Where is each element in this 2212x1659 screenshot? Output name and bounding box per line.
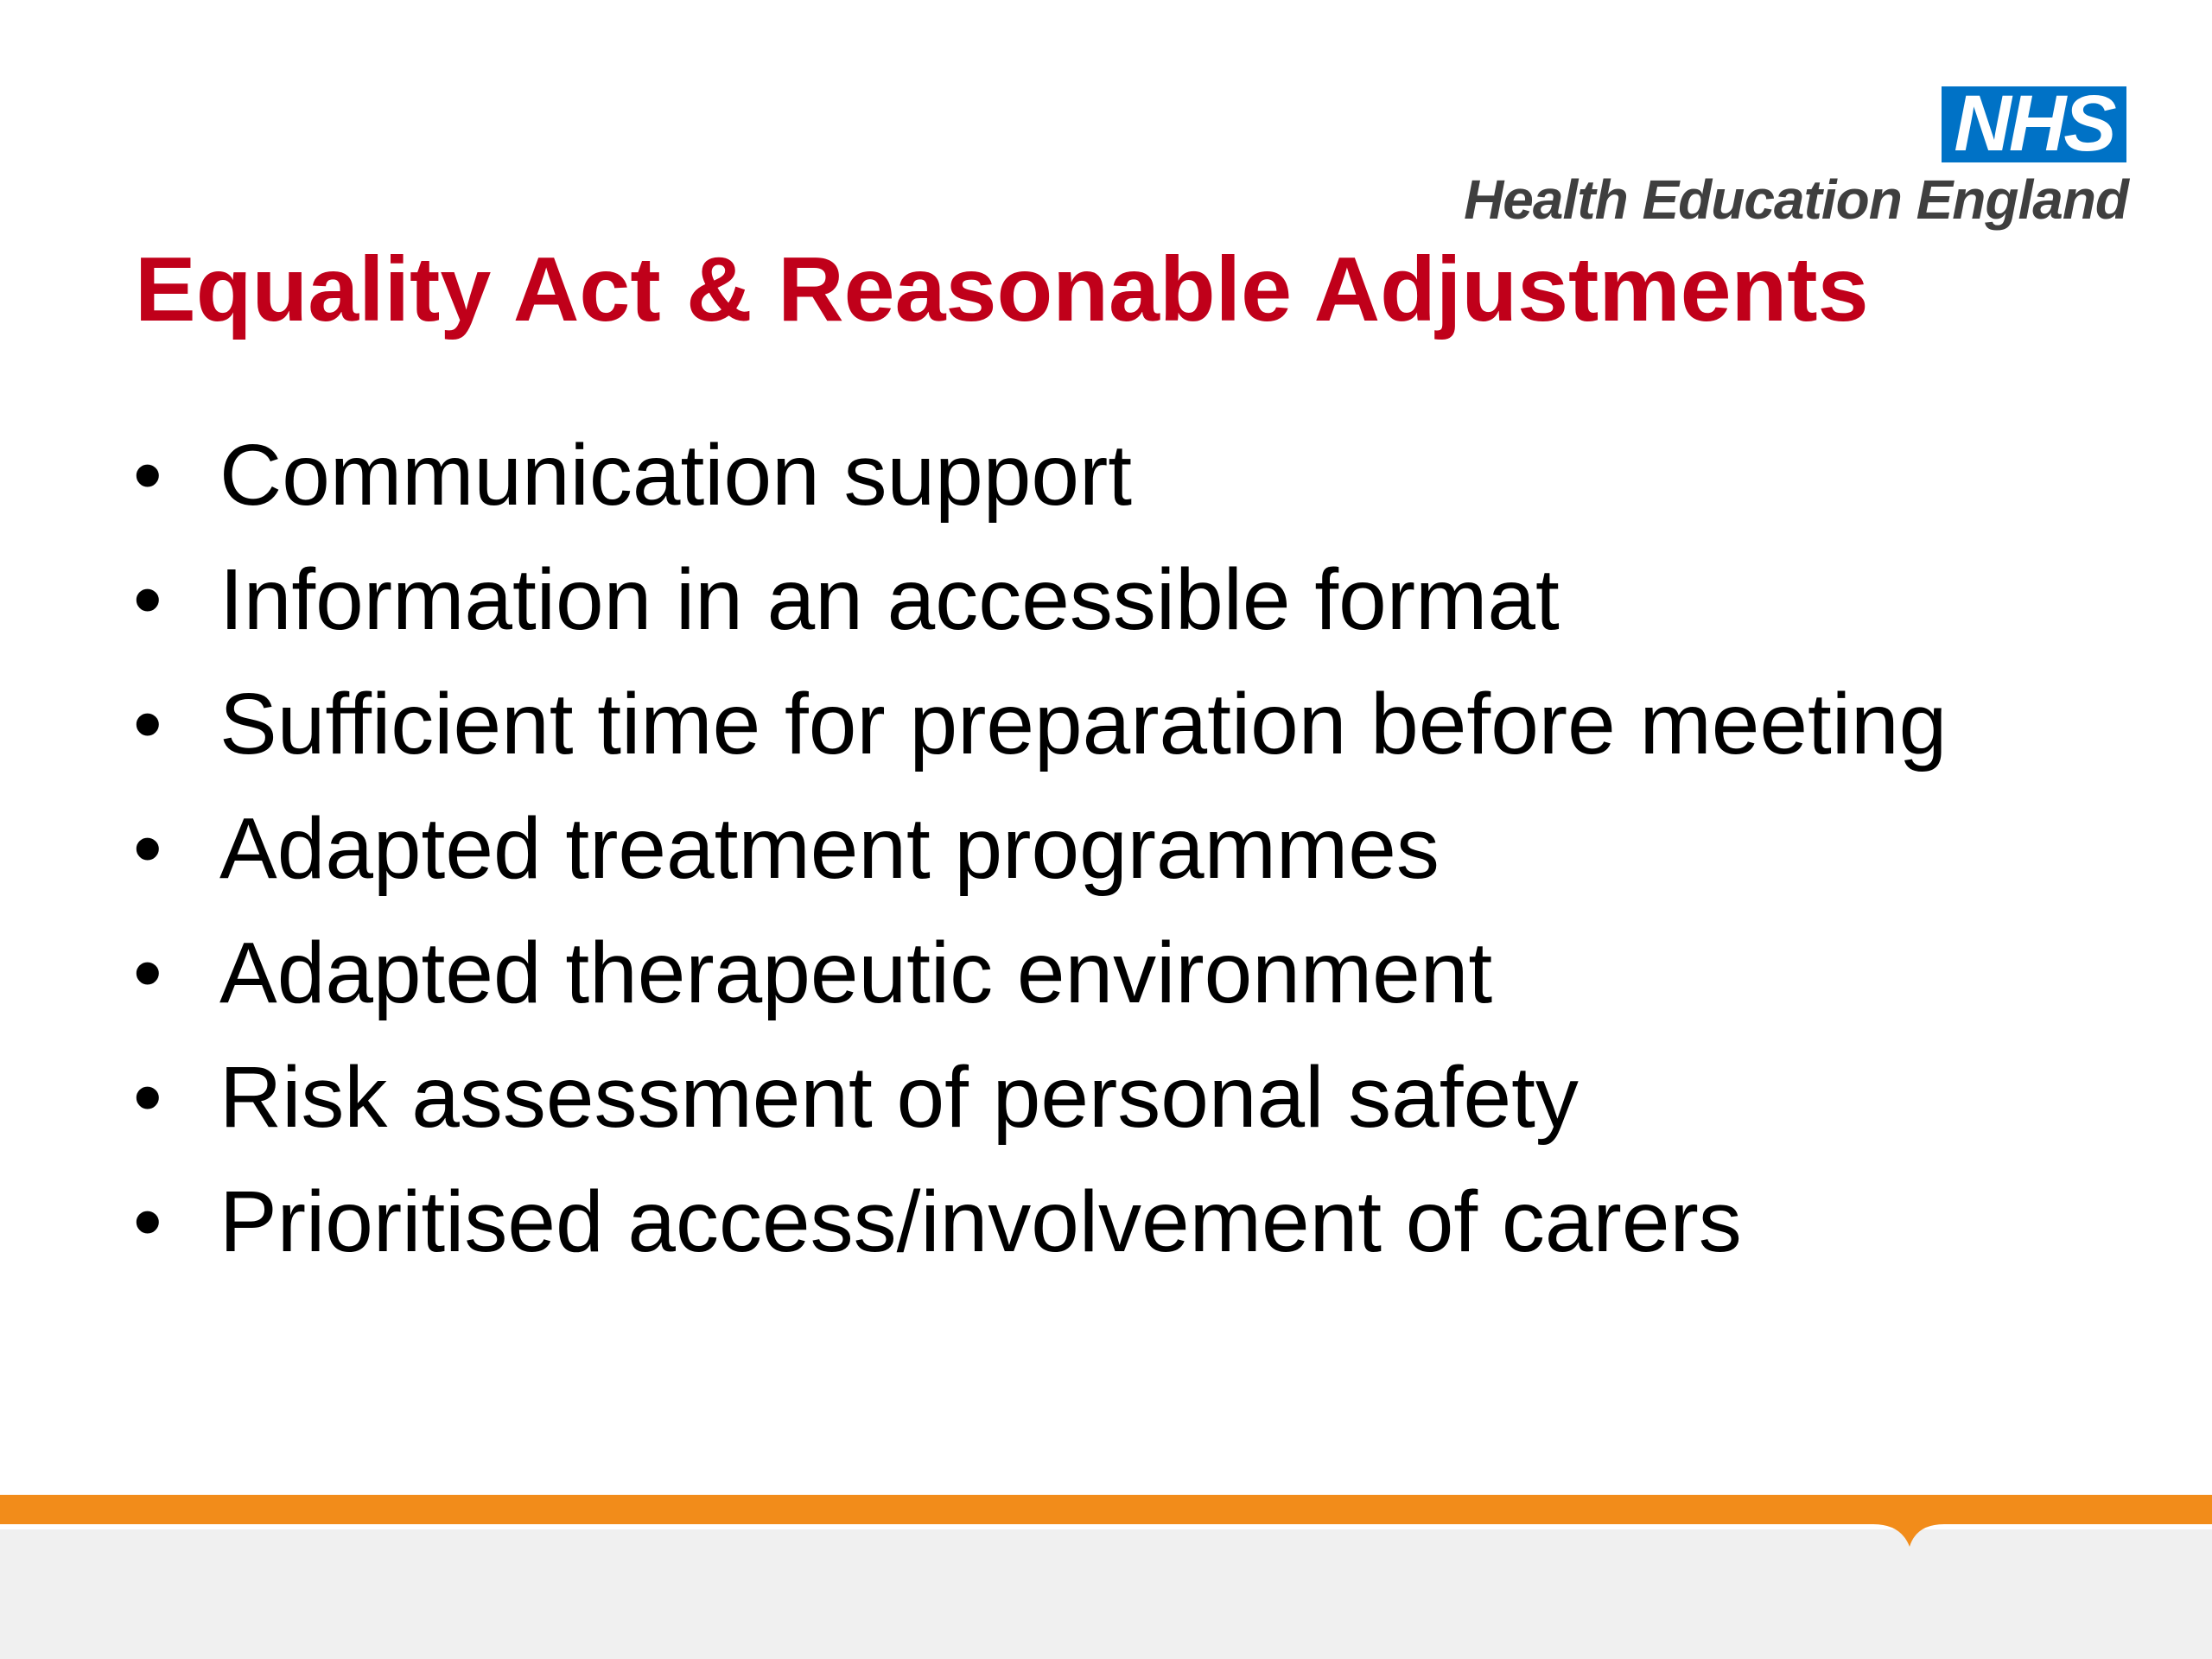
footer-graphic (0, 1495, 2212, 1659)
bullet-text: Adapted therapeutic environment (219, 925, 1493, 1021)
bullet-item (130, 548, 1947, 672)
bullet-item (130, 797, 1947, 921)
bullet-icon: • (133, 926, 162, 1019)
footer-grey-band (0, 1529, 2212, 1659)
bullet-item (130, 921, 1947, 1046)
nhs-hee-logo (1351, 79, 2128, 233)
bullet-icon: • (133, 1051, 162, 1143)
bullet-text: Sufficient time for preparation before meeting (219, 676, 1948, 772)
nhs-logo-box (1942, 79, 2126, 168)
footer-band (0, 1495, 2212, 1659)
bullet-text: Adapted treatment programmes (219, 800, 1440, 897)
bullet-item (130, 1170, 1947, 1294)
bullet-icon: • (133, 553, 162, 645)
bullet-icon: • (133, 429, 162, 521)
bullet-item (130, 672, 1947, 797)
bullet-list (130, 423, 1947, 1294)
nhs-logo-text: NHS (1954, 79, 2114, 168)
bullet-text: Communication support (219, 427, 1133, 524)
bullet-text: Information in an accessible format (219, 551, 1560, 648)
bullet-item (130, 1046, 1947, 1170)
bullet-icon: • (133, 802, 162, 894)
bullet-text: Prioritised access/involvement of carers (219, 1173, 1742, 1270)
bullet-item (130, 423, 1947, 548)
bullet-text: Risk assessment of personal safety (219, 1049, 1579, 1146)
organisation-name: Health Education England (1464, 168, 2128, 231)
slide-title: Equality Act & Reasonable Adjustments (135, 238, 1869, 340)
bullet-icon: • (133, 1175, 162, 1268)
bullet-icon: • (133, 677, 162, 770)
